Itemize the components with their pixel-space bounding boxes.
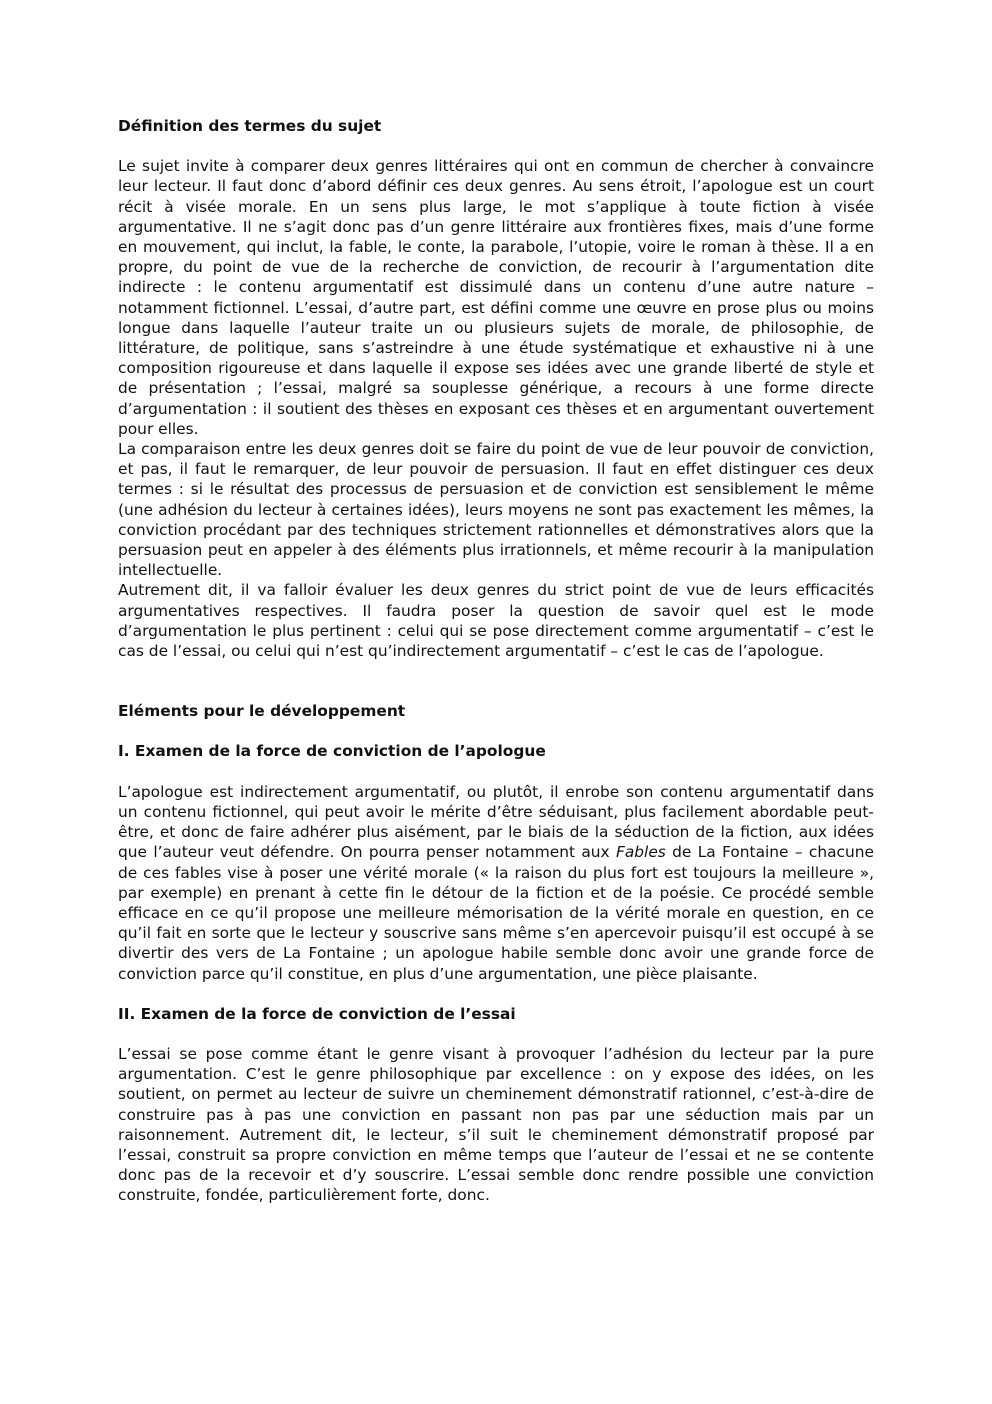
- spacer: [118, 136, 874, 156]
- section-heading-definition: Définition des termes du sujet: [118, 117, 382, 135]
- paragraph-essai: L’essai se pose comme étant le genre visant à provoquer l’adhésion du lecteur par la pure argumentation. C’est le genre philosophique par excellence : on y expose des idées, on les soutient, on permet au lecteur de suivre un cheminement démonstratif rationnel, c’est-à-dire de construire pas à pas une conviction en passant non pas par une séduction mais par un raisonnement. Autrement dit, le lecteur, s’il suit le cheminement démonstratif proposé par l’essai, construit sa propre conviction en même temps que l’auteur de l’essai et ne se contente donc pas de la recevoir et d’y souscrire. L’essai semble donc rendre possible une conviction construite, fondée, particulièrement forte, donc.: [118, 1044, 874, 1205]
- section-heading-development: Eléments pour le développement: [118, 702, 406, 721]
- part-heading-apologue: I. Examen de la force de conviction de l’apologue: [118, 742, 546, 761]
- document-page: [118, 116, 874, 1206]
- paragraph-comparison: La comparaison entre les deux genres doit se faire du point de vue de leur pouvoir de conviction, et pas, il faut le remarquer, de leur pouvoir de persuasion. Il faut en effet distinguer ces deux termes : si le résultat des processus de persuasion et de conviction est sensiblement le même (une adhésion du lecteur à certaines idées), leurs moyens ne sont pas exactement les mêmes, la conviction procédant par des techniques strictement rationnelles et démonstratives alors que la persuasion peut en appeler à des éléments plus irrationnels, et même recourir à la manipulation intellectuelle.: [118, 440, 874, 580]
- paragraph-evaluation: Autrement dit, il va falloir évaluer les deux genres du strict point de vue de leurs efficacités argumentatives respectives. Il faudra poser la question de savoir quel est le mode d’argumentation le plus pertinent : celui qui se pose directement comme argumentatif – c’est le cas de l’essai, ou celui qui n’est qu’indirectement argumentatif – c’est le cas de l’apologue.: [118, 581, 874, 661]
- paragraph-definitions: Le sujet invite à comparer deux genres littéraires qui ont en commun de chercher à convaincre leur lecteur. Il faut donc d’abord définir ces deux genres. Au sens étroit, l’apologue est un court récit à visée morale. En un sens plus large, le mot s’applique à toute fiction à visée argumentative. Il ne s’agit donc pas d’un genre littéraire aux frontières fixes, mais d’une forme en mouvement, qui inclut, la fable, le conte, la parabole, l’utopie, voire le roman à thèse. Il a en propre, du point de vue de la recherche de conviction, de recourir à l’argumentation dite indirecte : le contenu argumentatif est dissimulé dans un contenu d’une autre nature – notamment fictionnel. L’essai, d’autre part, est défini comme une œuvre en prose plus ou moins longue dans laquelle l’auteur traite un ou plusieurs sujets de morale, de philosophie, de littérature, de politique, sans s’astreindre à une étude systématique et exhaustive ni à une composition rigoureuse et dans laquelle il expose ses idées avec une grande liberté de style et de présentation ; l’essai, malgré sa souplesse générique, a recours à une forme directe d’argumentation : il soutient des thèses en exposant ces thèses et en argumentant ouvertement pour elles.: [118, 157, 874, 438]
- fables-title: Fables: [615, 843, 666, 862]
- spacer: [118, 762, 874, 782]
- spacer: [118, 984, 874, 1004]
- part-heading-essai: II. Examen de la force de conviction de l’essai: [118, 1004, 516, 1023]
- spacer: [118, 1024, 874, 1044]
- apologue-text-end: de La Fontaine – chacune de ces fables vise à poser une vérité morale (« la raison du plus fort est toujours la meilleure », par exemple) en prenant à cette fin le détour de la fiction et de la poésie. Ce procédé semble efficace en ce qu’il propose une meilleure mémorisation de la vérité morale en question, en ce qu’il fait en sorte que le lecteur y souscrive sans même s’en apercevoir puisqu’il est occupé à se divertir des vers de La Fontaine ; un apologue habile semble donc avoir une grande force de conviction parce qu’il constitue, en plus d’une argumentation, une pièce plaisante.: [118, 843, 874, 983]
- paragraph-apologue: [118, 782, 874, 984]
- apologue-text-start: L’apologue est indirectement argumentatif, ou plutôt, il enrobe son contenu argumentatif dans un contenu fictionnel, qui peut avoir le mérite d’être séduisant, plus facilement abordable peut-être, et donc de faire adhérer plus aisément, par le biais de la séduction de la fiction, aux idées que l’auteur veut défendre. On pourra penser notamment aux: [118, 782, 874, 862]
- spacer: [118, 721, 874, 741]
- spacer: [118, 661, 874, 701]
